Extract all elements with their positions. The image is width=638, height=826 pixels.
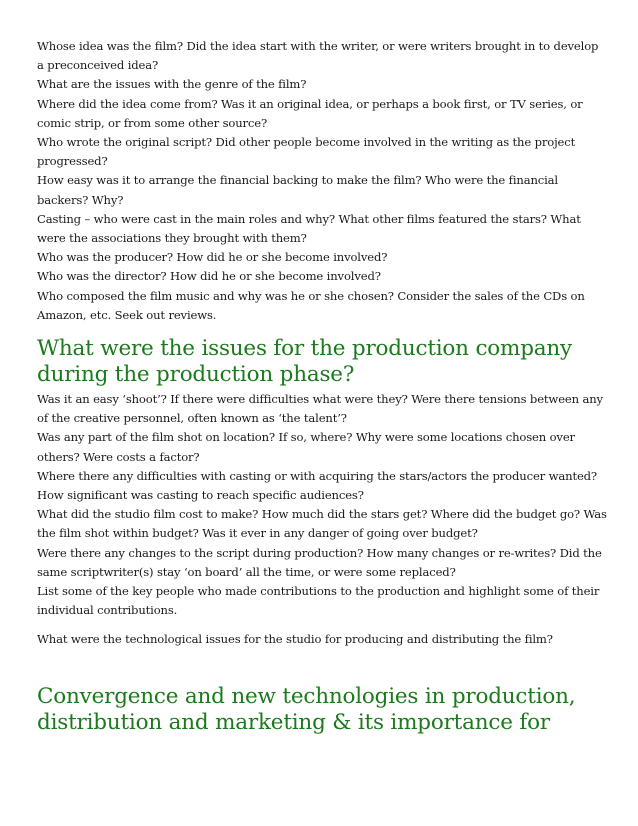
question-technological-issues: What were the technological issues for the studio for producing and distributing the film? — [37, 632, 553, 647]
question-casting-difficulties: Where there any difficulties with casting or with acquiring the stars/actors the producer wanted? How significant was casting to reach specific audiences? — [37, 468, 597, 503]
question-casting: Casting – who were cast in the main roles and why? What other films featured the stars? What were the associations they brought with them? — [37, 211, 581, 246]
question-key-people: List some of the key people who made contributions to the production and highlight some of their individual contributions. — [37, 584, 600, 618]
section-heading-convergence: Convergence and new technologies in production, distribution and marketing & its importance for — [37, 683, 576, 735]
question-script-writer: Who wrote the original script? Did other people become involved in the writing as the project progressed? — [37, 135, 576, 169]
question-script-changes: Were there any changes to the script during production? How many changes or re-writes? Did the same scriptwriter(s) stay ‘on board’ all the time, or were some replaced? — [37, 545, 602, 579]
question-whose-idea: Whose idea was the film? Did the idea start with the writer, or were writers brought in to develop a preconceived idea? — [37, 39, 599, 73]
question-idea-source: Where did the idea come from? Was it an original idea, or perhaps a book first, or TV series, or comic strip, or from some other source? — [37, 96, 583, 130]
question-financial-backing: How easy was it to arrange the financial backing to make the film? Who were the financial backers? Why? — [37, 173, 558, 207]
question-budget: What did the studio film cost to make? How much did the stars get? Where did the budget go? Was the film shot within budget? Was it ever in any danger of going over budget? — [37, 507, 607, 541]
question-film-music: Who composed the film music and why was he or she chosen? Consider the sales of the CDs on Amazon, etc. Seek out reviews. — [37, 288, 585, 322]
question-director: Who was the director? How did he or she become involved? — [37, 269, 381, 284]
question-shoot: Was it an easy ‘shoot’? If there were difficulties what were they? Were there tensions between any of the creative personnel, often known as ‘the talent’? — [37, 392, 603, 426]
question-producer: Who was the producer? How did he or she become involved? — [37, 250, 388, 265]
section-heading-production-phase: What were the issues for the production company during the production phase? — [37, 336, 573, 388]
question-location: Was any part of the film shot on location? If so, where? Why were some locations chosen over others? Were costs a factor? — [37, 430, 575, 464]
question-genre: What are the issues with the genre of the film? — [37, 77, 307, 92]
document-page — [37, 37, 607, 736]
